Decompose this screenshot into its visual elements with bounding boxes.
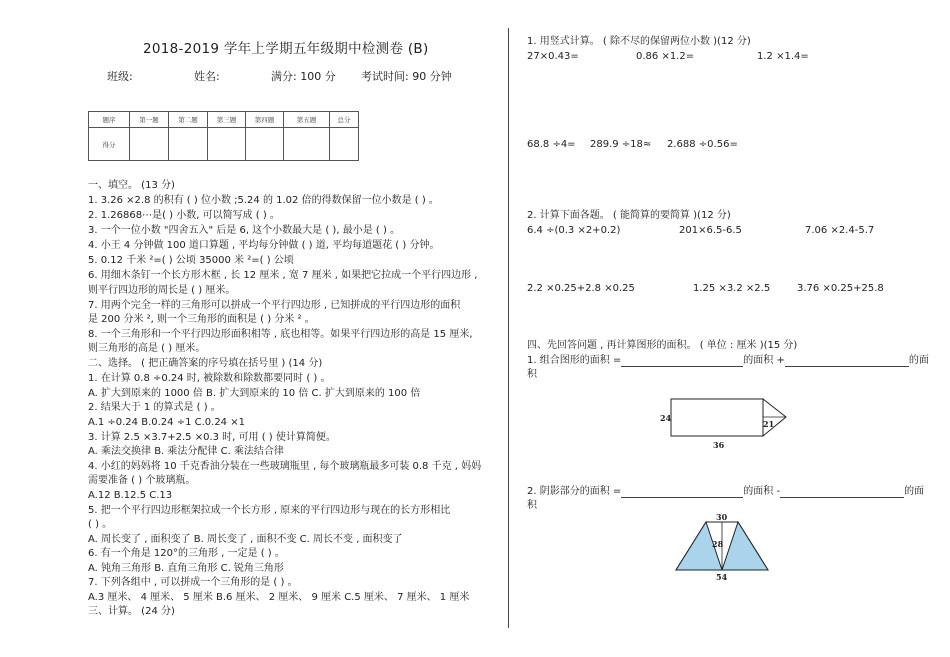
question-line: 7. 用两个完全一样的三角形可以拼成一个平行四边形 , 已知拼成的平行四边形的面积	[88, 300, 461, 311]
question-line: A.3 厘米、 4 厘米、 5 厘米 B.6 厘米、 2 厘米、 9 厘米 C.5 厘米、 7 厘米、 1 厘米	[88, 592, 470, 603]
area-q4-2-mid: 的面积 -	[743, 486, 781, 497]
question-line: 7. 下列各组中 , 可以拼成一个三角形的是 ( ) 。	[88, 577, 298, 588]
area-q4-1-line	[527, 355, 929, 367]
full-score: 满分: 100 分	[271, 70, 336, 83]
figure-triangle	[763, 399, 786, 436]
score-table	[88, 111, 359, 161]
question-line: 2. 结果大于 1 的算式是 ( ) 。	[88, 402, 221, 413]
score-cell[interactable]	[130, 128, 169, 161]
answer-blank[interactable]	[780, 497, 904, 498]
area-q4-1-prefix: 1. 组合图形的面积 =	[527, 355, 622, 366]
area-q4-heading: 四、先回答问题 , 再计算图形的面积。 ( 单位 : 厘米 )(15 分)	[527, 340, 798, 351]
question-line: A. 周长变了 , 面积变了 B. 周长变了 , 面积不变 C. 周长不变 , 面积变了	[88, 534, 403, 545]
question-line: 4. 小王 4 分钟做 100 道口算题 , 平均每分钟做 ( ) 道, 平均每道题花 ( ) 分钟。	[88, 240, 440, 251]
question-line: 1. 3.26 ×2.8 的积有 ( ) 位小数 ;5.24 的 1.02 倍的得数保留一位小数是 ( ) 。	[88, 195, 439, 206]
column-divider	[508, 28, 509, 628]
area-q4-1-mid: 的面积 +	[743, 355, 785, 366]
calc-item: 27×0.43=	[527, 51, 579, 62]
name-field: 姓名:	[194, 70, 220, 83]
score-table-header: 第二题	[169, 112, 208, 128]
question-line: 6. 有一个角是 120°的三角形 , 一定是 ( ) 。	[88, 548, 285, 559]
figure-label-21: 21	[763, 419, 775, 429]
figure-rectangle	[671, 399, 763, 436]
score-row-label: 得分	[89, 128, 130, 161]
figure-label-24: 24	[660, 413, 672, 423]
area-q4-1-suffix: 的面	[908, 355, 929, 366]
score-cell[interactable]	[284, 128, 330, 161]
area-q4-2-prefix: 2. 阴影部分的面积 =	[527, 486, 622, 497]
question-line: ( ) 。	[88, 519, 113, 530]
calc-item: 6.4 ÷(0.3 ×2+0.2)	[527, 225, 621, 236]
question-line: 需要准备 ( ) 个玻璃瓶。	[88, 475, 196, 486]
area-q4-2-cont: 积	[527, 500, 537, 511]
calc-q2-heading: 2. 计算下面各题。 ( 能简算的要简算 )(12 分)	[527, 210, 731, 221]
score-table-header: 第四题	[246, 112, 284, 128]
area-q4-1-cont: 积	[527, 369, 537, 380]
area-q4-2-line	[527, 486, 924, 498]
question-line: 4. 小红的妈妈将 10 千克香油分装在一些玻璃瓶里 , 每个玻璃瓶最多可装 0.8 千克 , 妈妈	[88, 461, 482, 472]
question-line: 是 200 分米 ², 则一个三角形的面积是 ( ) 分米 ² 。	[88, 314, 315, 325]
calc-item: 7.06 ×2.4-5.7	[805, 225, 875, 236]
calc-item: 2.688 ÷0.56=	[667, 139, 738, 150]
calc-item: 1.25 ×3.2 ×2.5	[693, 283, 771, 294]
question-line: A. 乘法交换律 B. 乘法分配律 C. 乘法结合律	[88, 446, 284, 457]
answer-blank[interactable]	[621, 497, 743, 498]
question-line: 一、填空。 (13 分)	[88, 180, 175, 191]
question-line: A. 钝角三角形 B. 直角三角形 C. 锐角三角形	[88, 563, 284, 574]
question-line: 1. 在计算 0.8 ÷0.24 时, 被除数和除数都要同时 ( ) 。	[88, 373, 331, 384]
score-cell[interactable]	[246, 128, 284, 161]
calc-item: 3.76 ×0.25+25.8	[797, 283, 884, 294]
question-line: 则三角形的高是 ( ) 厘米。	[88, 343, 206, 354]
calc-item: 201×6.5-6.5	[679, 225, 742, 236]
calc-item: 1.2 ×1.4=	[757, 51, 809, 62]
score-cell[interactable]	[208, 128, 246, 161]
calc-item: 2.2 ×0.25+2.8 ×0.25	[527, 283, 635, 294]
question-line: 6. 用细木条钉一个长方形木框 , 长 12 厘米 , 宽 7 厘米 , 如果把它拉成一个平行四边形 ,	[88, 270, 478, 281]
answer-blank[interactable]	[621, 366, 743, 367]
figure-label-30: 30	[716, 512, 728, 522]
score-table-header: 第五题	[284, 112, 330, 128]
score-cell[interactable]	[330, 128, 359, 161]
question-line: 三、计算。 (24 分)	[88, 606, 175, 617]
exam-time: 考试时间: 90 分钟	[361, 70, 452, 83]
score-table-header: 第三题	[208, 112, 246, 128]
question-line: 8. 一个三角形和一个平行四边形面积相等 , 底也相等。如果平行四边形的高是 15 厘米,	[88, 329, 473, 340]
class-field: 班级:	[107, 70, 133, 83]
question-line: 3. 计算 2.5 ×3.7+2.5 ×0.3 时, 可用 ( ) 使计算简便。	[88, 432, 336, 443]
calc-item: 68.8 ÷4=	[527, 139, 576, 150]
composite-figure	[650, 390, 800, 450]
question-line: 则平行四边形的周长是 ( ) 厘米。	[88, 285, 236, 296]
score-table-header: 总分	[330, 112, 359, 128]
answer-blank[interactable]	[785, 366, 909, 367]
area-q4-2-suffix: 的面	[904, 486, 925, 497]
figure-label-36: 36	[713, 440, 725, 450]
figure-label-54: 54	[716, 572, 728, 582]
calc-q1-heading: 1. 用竖式计算。 ( 除不尽的保留两位小数 )(12 分)	[527, 36, 751, 47]
question-line: A.1 ÷0.24 B.0.24 ÷1 C.0.24 ×1	[88, 417, 245, 428]
question-line: 3. 一个一位小数 "四舍五入" 后是 6, 这个小数最大是 ( ), 最小是 ( ) 。	[88, 225, 401, 236]
figure-label-28: 28	[712, 539, 724, 549]
calc-item: 0.86 ×1.2=	[636, 51, 695, 62]
score-cell[interactable]	[169, 128, 208, 161]
question-line: 5. 0.12 千米 ²=( ) 公顷 35000 米 ²=( ) 公顷	[88, 255, 294, 266]
page-title: 2018-2019 学年上学期五年级期中检测卷 (B)	[143, 41, 429, 57]
score-table-header: 题序	[89, 112, 130, 128]
question-line: 5. 把一个平行四边形框架拉成一个长方形 , 原来的平行四边形与现在的长方形相比	[88, 505, 451, 516]
question-line: 2. 1.26868⋯是( ) 小数, 可以简写成 ( ) 。	[88, 210, 280, 221]
question-line: A. 扩大到原来的 1000 倍 B. 扩大到原来的 10 倍 C. 扩大到原来的 100 倍	[88, 388, 421, 399]
calc-item: 289.9 ÷18≈	[590, 139, 652, 150]
question-line: A.12 B.12.5 C.13	[88, 490, 173, 501]
question-line: 二、选择。 ( 把正确答案的序号填在括号里 ) (14 分)	[88, 358, 323, 369]
shaded-trapezoid-figure	[660, 510, 780, 582]
score-table-header: 第一题	[130, 112, 169, 128]
